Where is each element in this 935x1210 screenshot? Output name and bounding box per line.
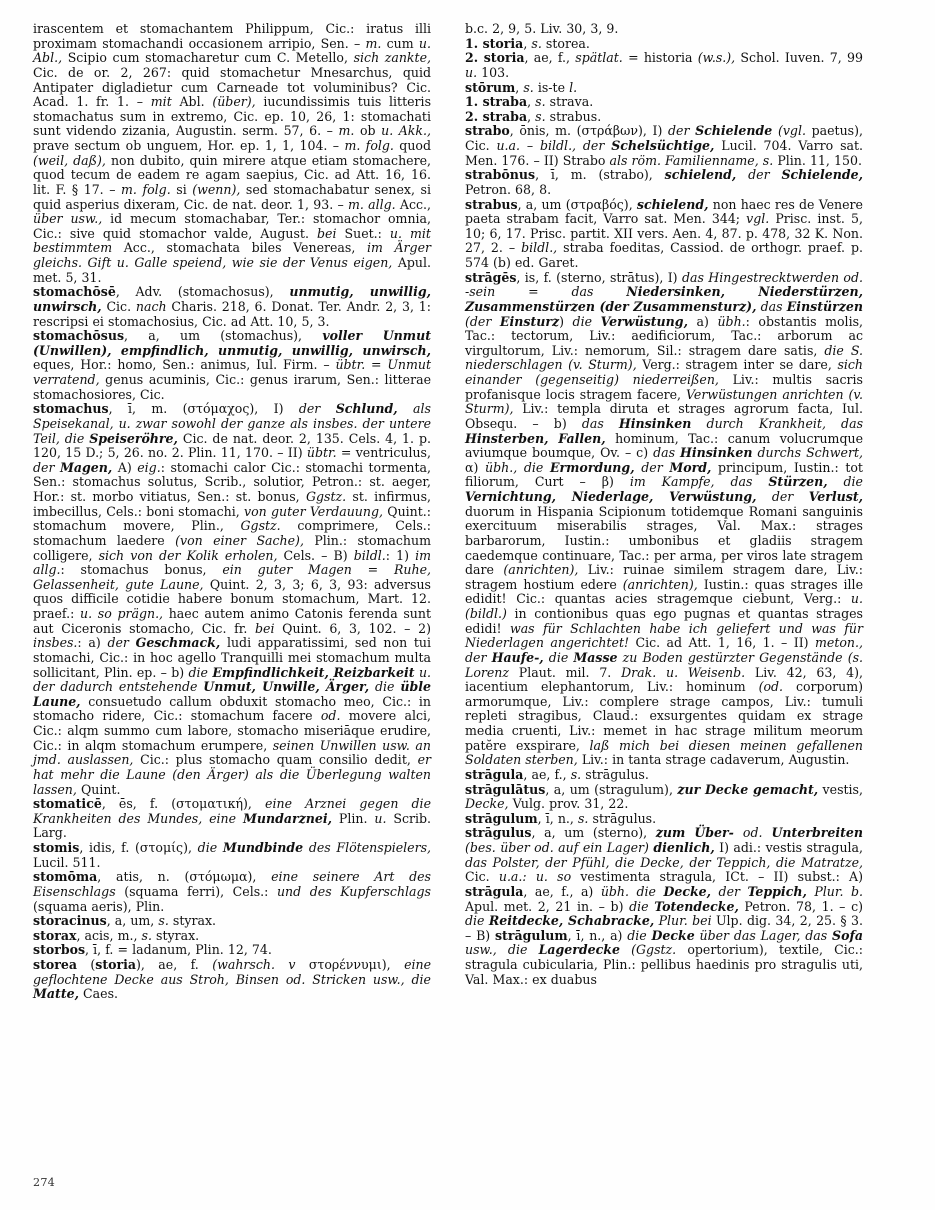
entry-continuation: b.c. 2, 9, 5. Liv. 30, 3, 9. xyxy=(465,21,619,36)
dictionary-entry: stomōma, atis, n. (στόμωμα), eine seinere Art des Eisenschlags (squama ferri), Cels.: und des Kupferschlags (squama aeris), Plin. xyxy=(33,869,432,914)
dictionary-entry: stomaticē, ēs, f. (στοματική), eine Arznei gegen die Krankheiten des Mundes, eine Mundarznei, Plin. u. Scrib. Larg. xyxy=(33,796,431,841)
dictionary-entry: 2. straba, s. strabus. xyxy=(465,108,602,124)
page-number: 274 xyxy=(33,1176,55,1189)
dictionary-entry: strabus, a, um (στραβός), schielend, non haec res de Venere paeta strabam facit, Varro sat. Men. 344; vgl. Prisc. inst. 5, 10; 6, 17. Prisc. partit. XII vers. Aen. 4, 87. p. 478, 32 K. Non. 27, 2. – bildl., straba foeditas, Cassiod. de orthogr. praef. p. 574 (b) ed. Garet. xyxy=(465,196,864,270)
entry-continuation: irascentem et stomachantem Philippum, Cic.: iratus illi proximam stomachandi occasionem arripio, Sen. – m. cum u. Abl., Scipio cum stomacharetur cum C. Metello, sich zankte, Cic. de or. 2, 267: quid stomachetur Mnesarchus, quid Antipater digladietur cum Carneade tot voluminibus? Cic. Acad. 1. fr. 1. – mit Abl. (über), iucundissimis tuis litteris stomachatus sum in extremo, Cic. ep. 10, 26, 1: stomachati sunt videndo zizania, Augustin. serm. 57, 6. – m. ob u. Akk., prave sectum ob unguem, Hor. ep. 1, 1, 104. – m. folg. quod (weil, daß), non dubito, quin mirere atque etiam stomachere, quod tecum de eadem re agam saepius, Cic. ad Att. 16, 16. lit. F. § 17. – m. folg. si (wenn), sed stomachabatur senex, si quid asperius dixeram, Cic. de nat. deor. 1, 93. – m. allg. Acc., über usw., id mecum stomachabar, Ter.: stomachor omnia, Cic.: sive quid stomachor valde, August. bei Suet.: u. mit bestimmtem Acc., stomachata biles Venereas, im Ärger gleichs. Gift u. Galle speiend, wie sie der Venus eigen, Apul. met. 5, 31. xyxy=(33,21,432,285)
dictionary-entry: 1. straba, s. strava. xyxy=(465,94,594,110)
dictionary-entry: 1. storia, s. storea. xyxy=(465,35,590,51)
dictionary-entry: storacinus, a, um, s. styrax. xyxy=(33,913,217,929)
left-column xyxy=(33,22,431,1162)
dictionary-entry: stomachōsē, Adv. (stomachosus), unmutig, unwillig, unwirsch, Cic. nach Charis. 218, 6. Donat. Ter. Andr. 2, 3, 1: rescripsi ei stomachosius, Cic. ad Att. 10, 5, 3. xyxy=(33,284,431,329)
dictionary-entry: stōrum, s. is-te l. xyxy=(465,79,578,95)
dictionary-entry: stomachōsus, a, um (stomachus), voller Unmut (Unwillen), empfindlich, unmutig, unwillig, unwirsch, eques, Hor.: homo, Sen.: animus, Iul. Firm. – übtr. = Unmut verratend, genus acuminis, Cic.: genus irarum, Sen.: litterae stomachosiores, Cic. xyxy=(33,328,431,402)
right-column xyxy=(465,22,863,1162)
dictionary-entry: stomis, idis, f. (στομίς), die Mundbinde des Flötenspielers, Lucil. 511. xyxy=(33,840,432,870)
dictionary-entry: strabo, ōnis, m. (στράβων), I) der Schielende (vgl. paetus), Cic. u.a. – bildl., der Schelsüchtige, Lucil. 704. Varro sat. Men. 176. – II) Strabo als röm. Familienname, s. Plin. 11, 150. xyxy=(465,123,864,168)
dictionary-entry: strāgulātus, a, um (stragulum), zur Decke gemacht, vestis, Decke, Vulg. prov. 31, 22. xyxy=(465,781,863,812)
dictionary-entry: 2. storia, ae, f., spätlat. = historia (w.s.), Schol. Iuven. 7, 99 u. 103. xyxy=(465,50,863,80)
dictionary-entry: storea (storia), ae, f. (wahrsch. v στορέννυμι), eine geflochtene Decke aus Stroh, Binsen od. Stricken usw., die Matte, Caes. xyxy=(33,957,432,1002)
two-column-body xyxy=(33,22,902,1162)
dictionary-entry: strāgulum, ī, n., s. strāgulus. xyxy=(465,810,657,826)
dictionary-entry: storbos, ī, f. = ladanum, Plin. 12, 74. xyxy=(33,942,272,958)
dictionary-entry: strabōnus, ī, m. (strabo), schielend, der Schielende, Petron. 68, 8. xyxy=(465,167,864,197)
dictionary-entry: storax, acis, m., s. styrax. xyxy=(33,927,200,943)
dictionary-entry: strāgulus, a, um (sterno), zum Über- od. Unterbreiten (bes. über od. auf ein Lager) dienlich, I) adi.: vestis stragula, das Polster, der Pfühl, die Decke, der Teppich, die Matratze, Cic. u.a.: u. so vestimenta stragula, ICt. – II) subst.: A) strāgula, ae, f., a) übh. die Decke, der Teppich, Plur. b. Apul. met. 2, 21 in. – b) die Totendecke, Petron. 78, 1. – c) die Reitdecke, Schabracke, Plur. bei Ulp. dig. 34, 2, 25. § 3. – B) strāgulum, ī, n., a) die Decke über das Lager, das Sofa usw., die Lagerdecke (Ggstz. opertorium), textile, Cic.: stragula cubicularia, Plin.: pellibus haedinis pro stragulis uti, Val. Max.: ex duabus xyxy=(465,825,864,987)
dictionary-entry: strāgēs, is, f. (sterno, strātus), I) das Hingestrecktwerden od. -sein = das Niedersinken, Niederstürzen, Zusammenstürzen (der Zusammensturz), das Einstürzen (der Einsturz) die Verwüstung, a) übh.: obstantis molis, Tac.: tectorum, Liv.: aedificiorum, Tac.: arborum ac virgultorum, Liv.: nemorum, Sil.: stragem dare satis, die S. niederschlagen (v. Sturm), Verg.: stragem inter se dare, sich einander (gegenseitig) niederreißen, Liv.: multis sacris profanisque locis stragem facere, Verwüstungen anrichten (v. Sturm), Liv.: templa diruta et strages agrorum facta, Iul. Obsequ. – b) das Hinsinken durch Krankheit, das Hinsterben, Fallen, hominum, Tac.: canum volucrumque aviumque boumque, Ov. – c) das Hinsinken durchs Schwert, α) übh., die Ermordung, der Mord, principum, Iustin.: tot filiorum, Curt – β) im Kampfe, das Stürzen, die Vernichtung, Niederlage, Verwüstung, der Verlust, duorum in Hispania Scipionum totidemque Romani sanguinis exercituum miserabilis strages, Val. Max.: strages barbarorum, Iustin.: umbonibus et gladiis stragem caedemque continuare, Tac.: per arma, per viros late stragem dare (anrichten), Liv.: ruinae similem stragem dare, Liv.: stragem hostium edere (anrichten), Iustin.: quas strages ille edidit! Cic.: quantas acies stragemque ciebunt, Verg.: u. (bildl.) in contionibus quas ego pugnas et quantas strages edidi! was für Schlachten habe ich geliefert und was für Niederlagen angerichtet! Cic. ad Att. 1, 16, 1. – II) meton., der Haufe-, die Masse zu Boden gestürzter Gegenstände (s. Lorenz Plaut. mil. 7. Drak. u. Weisenb. Liv. 42, 63, 4), iacentium elephantorum, Liv.: hominum (od. corporum) armorumque, Liv.: complere strage campos, Liv.: tumuli repleti stragibus, Claud.: exsurgentes quidam ex strage media cruenti, Liv.: memet in hac strage militum meorum patĕre exspirare, laß mich bei diesen meinen gefallenen Soldaten sterben, Liv.: in tanta strage cadaverum, Augustin. xyxy=(465,269,864,768)
dictionary-entry: stomachus, ī, m. (στόμαχος), I) der Schlund, als Speisekanal, u. zwar sowohl der ganze als insbes. der untere Teil, die Speiseröhre, Cic. de nat. deor. 2, 135. Cels. 4, 1. p. 120, 15 D.; 5, 26. no. 2. Plin. 11, 170. – II) übtr. = ventriculus, der Magen, A) eig.: stomachi calor Cic.: stomachi tormenta, Sen.: stomachus solutus, Scrib., solutior, Petron.: st. aeger, Hor.: st. morbo vitiatus, Sen.: st. bonus, Ggstz. st. infirmus, imbecillus, Cels.: boni stomachi, von guter Verdauung, Quint.: stomachum movere, Plin., Ggstz. comprimere, Cels.: stomachum laedere (von einer Sache), Plin.: stomachum colligere, sich von der Kolik erholen, Cels. – B) bildl.: 1) im allg.: stomachus bonus, ein guter Magen = Ruhe, Gelassenheit, gute Laune, Quint. 2, 3, 3; 6, 3, 93: adversus quos difficile cotidie habere bonum stomachum, Mart. 12. praef.: u. so prägn., haec autem animo Catonis ferenda sunt aut Ciceronis stomacho, Cic. fr. bei Quint. 6, 3, 102. – 2) insbes.: a) der Geschmack, ludi apparatissimi, sed non tui stomachi, Cic.: in hoc agello Tranquilli mei stomachum multa sollicitant, Plin. ep. – b) die Empfindlichkeit, Reizbarkeit u. der dadurch entstehende Unmut, Unwille, Ärger, die üble Laune, consuetudo callum obduxit stomacho meo, Cic.: in stomacho ridere, Cic.: stomachum facere od. movere alci, Cic.: alqm summo cum labore, stomacho miseriāque erudire, Cic.: in alqm stomachum erumpere, seinen Unwillen usw. an jmd. auslassen, Cic.: plus stomacho quam consilio dedit, er hat mehr die Laune (den Ärger) als die Überlegung walten lassen, Quint. xyxy=(33,401,432,797)
dictionary-entry: strāgula, ae, f., s. strāgulus. xyxy=(465,766,649,782)
